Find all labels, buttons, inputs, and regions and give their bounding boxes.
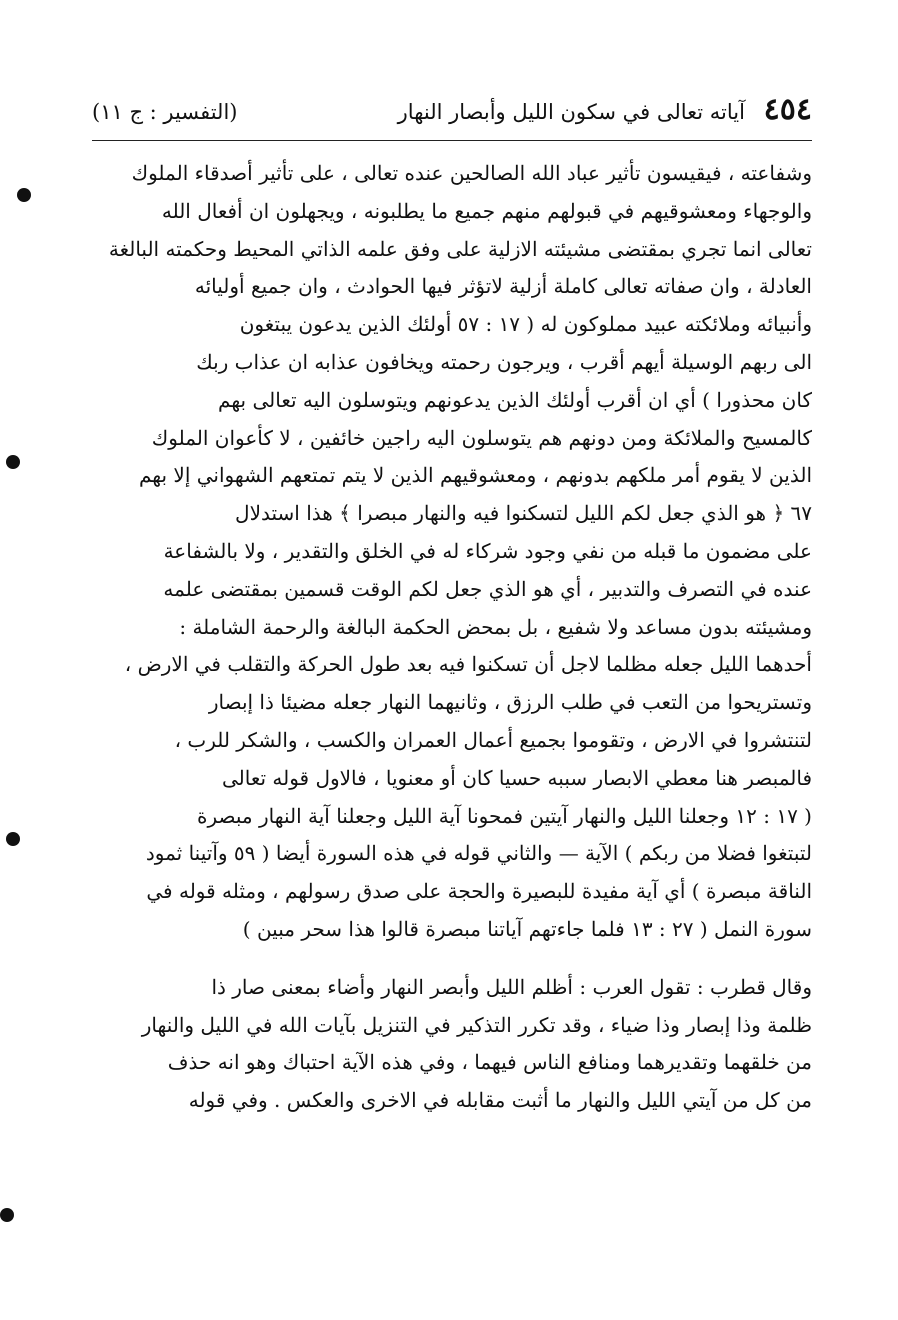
text-line: ( ١٧ : ١٢ وجعلنا الليل والنهار آيتين فمحونا آية الليل وجعلنا آية النهار مبصرة <box>197 803 812 828</box>
paragraph-1 <box>92 155 812 495</box>
book-page <box>92 92 812 1120</box>
running-title: آياته تعالى في سكون الليل وأبصار النهار <box>397 100 745 124</box>
text-line: كالمسيح والملائكة ومن دونهم هم يتوسلون اليه راجين خائفين ، لا كأعوان الملوك <box>151 425 812 450</box>
punch-hole-mark <box>0 1208 14 1222</box>
text-line: تعالى انما تجري بمقتضى مشيئته الازلية على وفق علمه الذاتي المحيط وحكمته البالغة <box>108 236 812 261</box>
text-line: والوجهاء ومعشوقيهم في قبولهم منهم جميع ما يطلبونه ، ويجهلون ان أفعال الله <box>161 198 812 223</box>
text-line: الذين لا يقوم أمر ملكهم بدونهم ، ومعشوقيهم الذين لا يتم تمتعهم الشهواني إلا بهم <box>138 463 812 488</box>
text-line: الناقة مبصرة ) أي آية مفيدة للبصيرة والحجة على صدق رسولهم ، ومثله قوله في <box>146 879 812 904</box>
running-header <box>92 92 812 141</box>
header-left <box>92 100 237 124</box>
text-line: من كل من آيتي الليل والنهار ما أثبت مقابله في الاخرى والعكس . وفي قوله <box>188 1088 812 1113</box>
paragraph-2 <box>92 495 812 949</box>
text-line: سورة النمل ( ٢٧ : ١٣ فلما جاءتهم آياتنا مبصرة قالوا هذا سحر مبين ) <box>242 916 812 941</box>
volume-label: (التفسير : ج ١١) <box>92 100 238 124</box>
text-line: وأنبيائه وملائكته عبيد مملوكون له ( ١٧ : ٥٧ أولئك الذين يدعون يبتغون <box>239 312 812 337</box>
punch-hole-mark <box>6 832 20 846</box>
text-line: العادلة ، وان صفاته تعالى كاملة أزلية لاتؤثر فيها الحوادث ، وان جميع أوليائه <box>194 274 812 299</box>
text-line: ومشيئته بدون مساعد ولا شفيع ، بل بمحض الحكمة البالغة والرحمة الشاملة : <box>179 614 812 639</box>
text-line: لتبتغوا فضلا من ربكم ) الآية — والثاني قوله في هذه السورة أيضا ( ٥٩ وآتينا ثمود <box>145 841 812 866</box>
text-line: ظلمة وذا إبصار وذا ضياء ، وقد تكرر التذكير في التنزيل بآيات الله في الليل والنهار <box>141 1012 812 1037</box>
text-line: فالمبصر هنا معطي الابصار سببه حسيا كان أو معنويا ، فالاول قوله تعالى <box>221 765 812 790</box>
text-line: الى ربهم الوسيلة أيهم أقرب ، ويرجون رحمته ويخافون عذابه ان عذاب ربك <box>196 349 812 374</box>
text-line: ٦٧ ﴿ هو الذي جعل لكم الليل لتسكنوا فيه والنهار مبصرا ﴾ هذا استدلال <box>235 501 812 526</box>
text-line: وتستريحوا من التعب في طلب الرزق ، وثانيهما النهار جعله مضيئا ذا إبصار <box>208 690 812 715</box>
text-line: من خلقهما وتقديرهما ومنافع الناس فيهما ، وفي هذه الآية احتباك وهو انه حذف <box>167 1050 812 1075</box>
page-number: ٤٥٤ <box>763 92 812 127</box>
text-line: وقال قطرب : تقول العرب : أظلم الليل وأبصر النهار وأضاء بمعنى صار ذا <box>211 974 812 999</box>
paragraph-spacer <box>92 949 812 969</box>
text-line: أحدهما الليل جعله مظلما لاجل أن تسكنوا فيه بعد طول الحركة والتقلب في الارض ، <box>124 652 812 677</box>
text-line: وشفاعته ، فيقيسون تأثير عباد الله الصالحين عنده تعالى ، على تأثير أصدقاء الملوك <box>131 161 812 185</box>
text-line: لتنتشروا في الارض ، وتقوموا بجميع أعمال العمران والكسب ، والشكر للرب ، <box>174 727 812 752</box>
text-line: على مضمون ما قبله من نفي وجود شركاء له في الخلق والتقدير ، ولا بالشفاعة <box>163 538 812 563</box>
punch-hole-mark <box>6 455 20 469</box>
text-line: عنده في التصرف والتدبير ، أي هو الذي جعل لكم الوقت قسمين بمقتضى علمه <box>163 576 812 601</box>
paragraph-3 <box>92 969 812 1120</box>
header-right <box>398 92 812 127</box>
punch-hole-mark <box>17 188 31 202</box>
text-line: كان محذورا ) أي ان أقرب أولئك الذين يدعونهم ويتوسلون اليه تعالى بهم <box>218 387 812 412</box>
